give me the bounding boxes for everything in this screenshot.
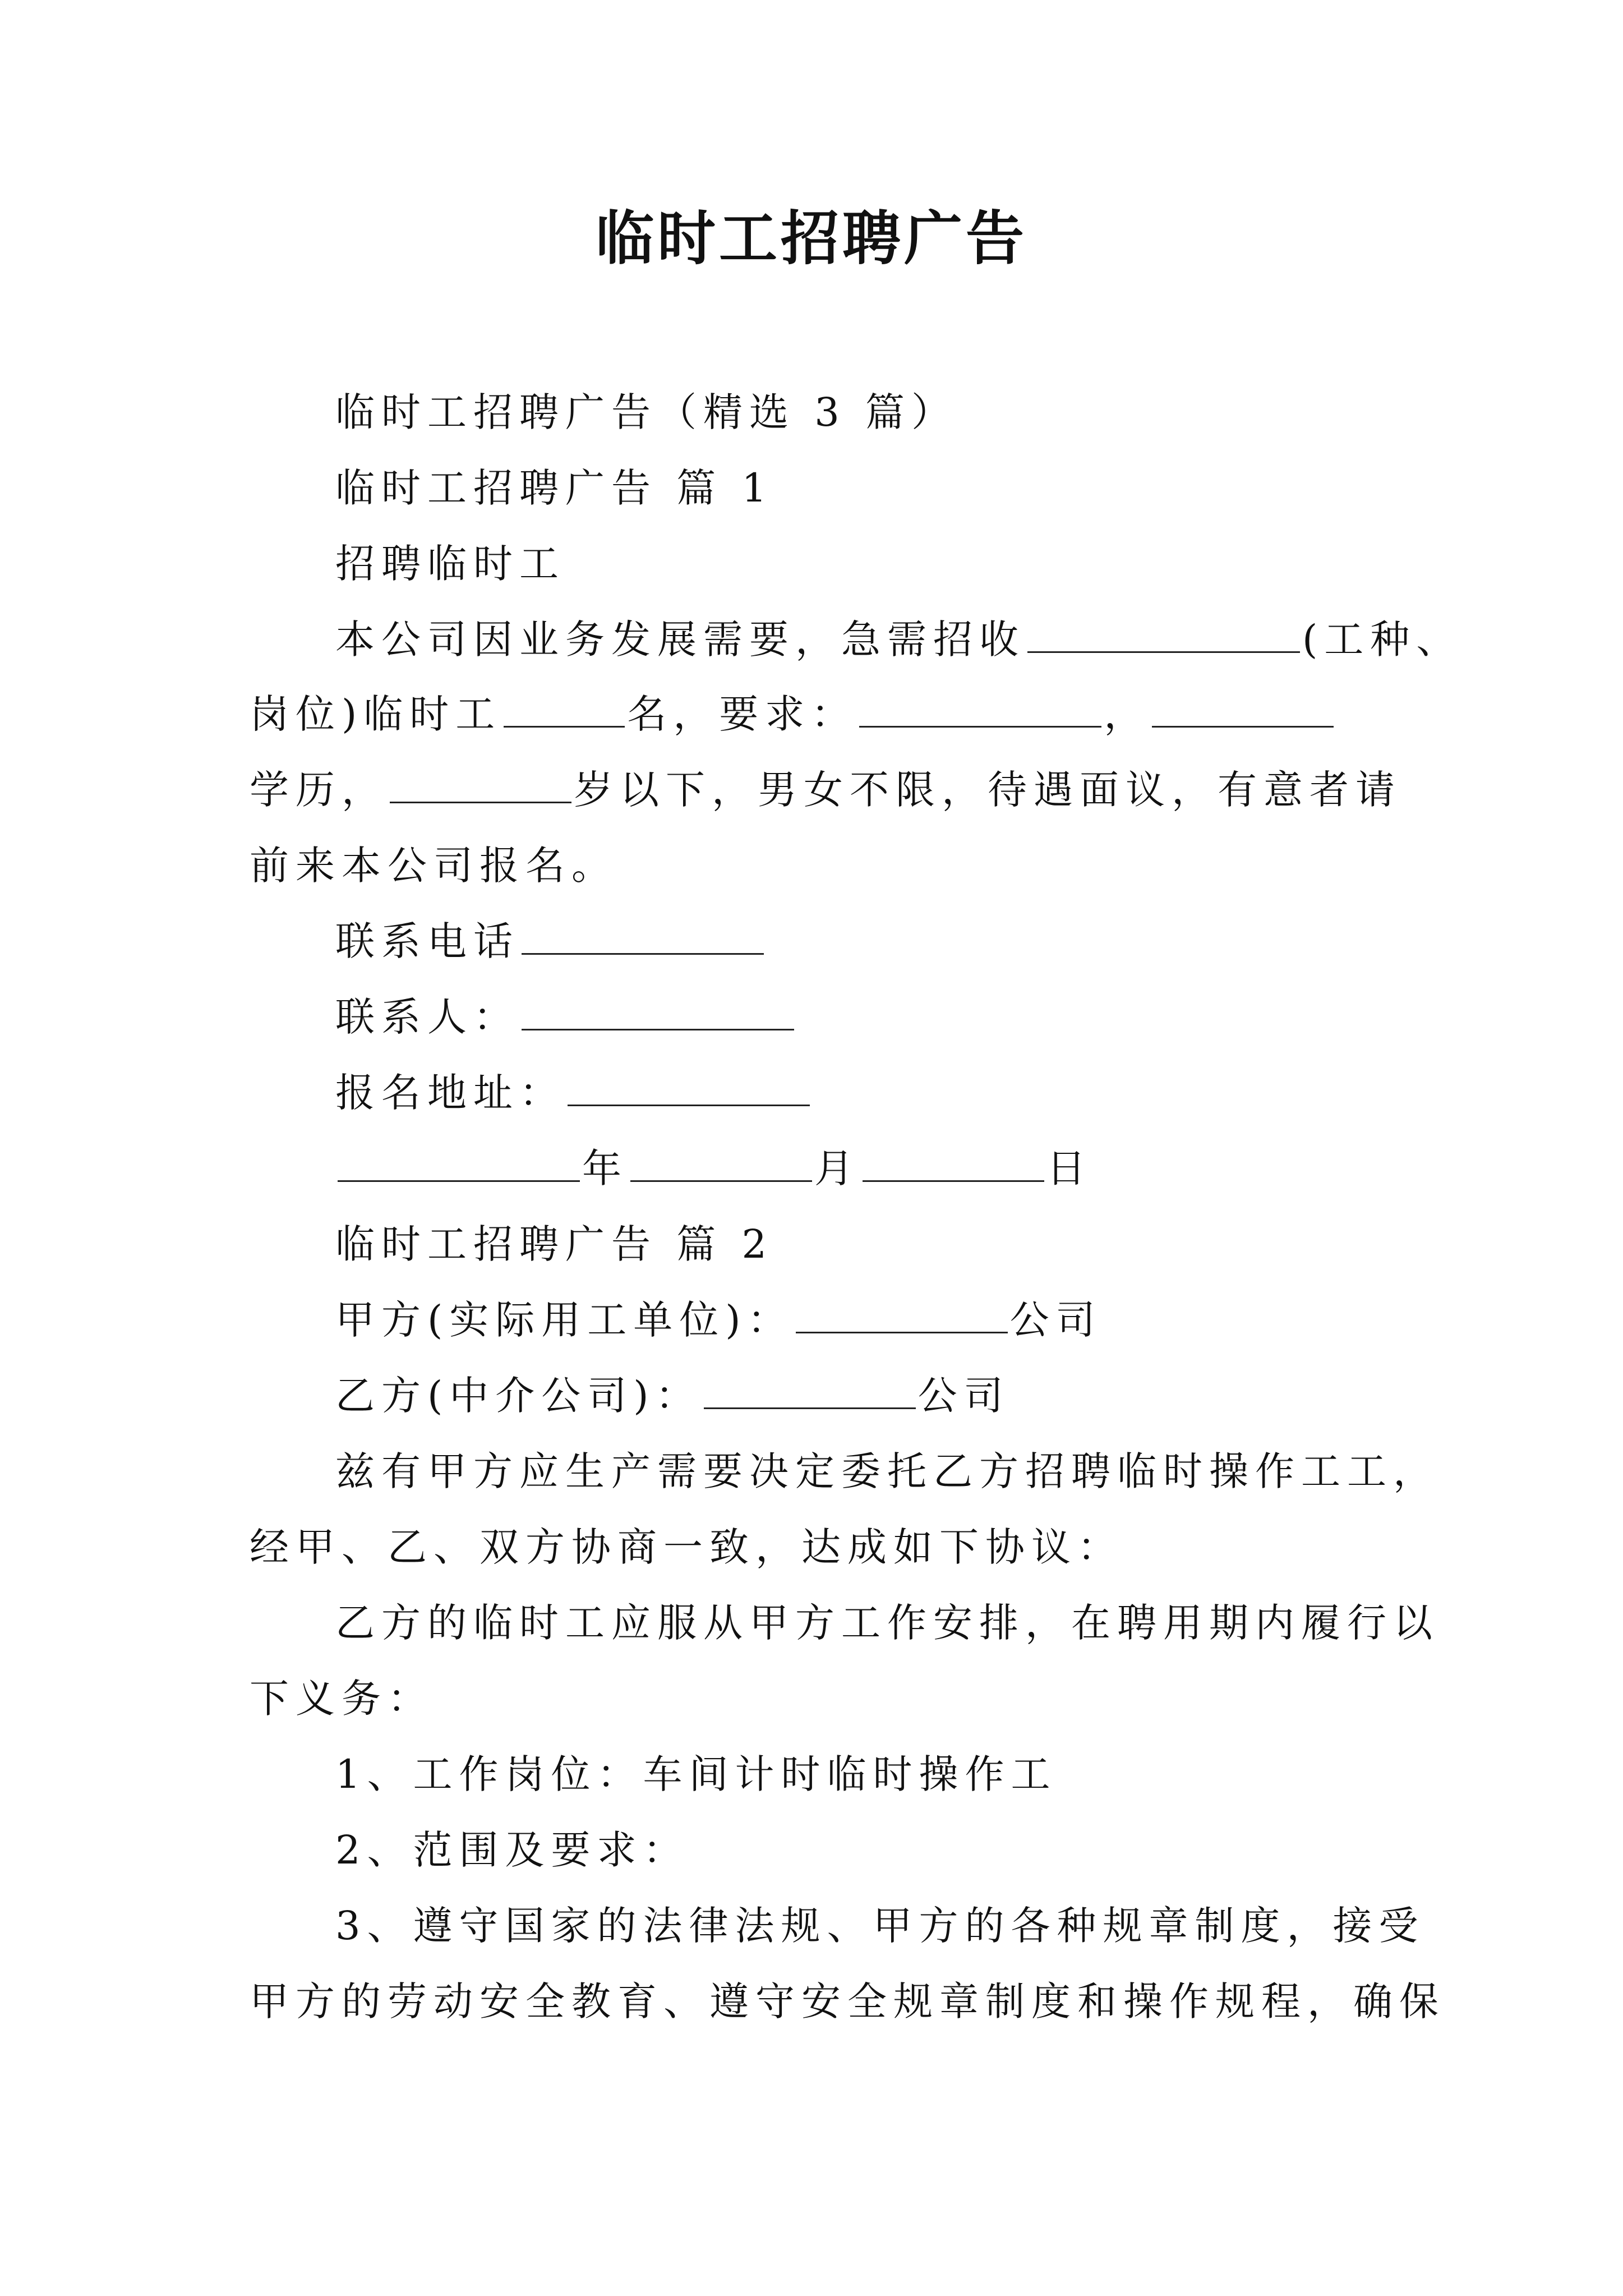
text-segment: 名，要求： (627, 691, 857, 737)
text-segment: 3、遵守国家的法律法规、甲方的各种规章制度，接受 (335, 1903, 1425, 1949)
document-title: 临时工招聘广告 (595, 204, 1027, 273)
text-segment: 经甲、乙、双方协商一致，达成如下协议： (250, 1524, 1123, 1570)
text-segment: 临时工招聘广告 篇 1 (335, 465, 774, 511)
text-segment: 年 (582, 1145, 628, 1191)
text-line (335, 536, 1479, 592)
text-line (335, 1292, 1479, 1348)
text-line (250, 1519, 1394, 1575)
text-segment: 1、工作岗位：车间计时临时操作工 (335, 1751, 1057, 1797)
text-segment: 岁以下，男女不限，待遇面议，有意者请 (574, 767, 1401, 813)
text-line (335, 1443, 1479, 1499)
text-line (335, 460, 1479, 516)
text-line (335, 1595, 1479, 1651)
text-line (335, 913, 1479, 969)
text-segment: 招聘临时工 (335, 541, 565, 587)
text-segment: 联系人： (335, 994, 519, 1040)
text-segment: 公司 (1009, 1297, 1102, 1343)
text-line (335, 611, 1479, 668)
text-segment: 公司 (917, 1373, 1010, 1419)
text-line (335, 1368, 1479, 1424)
text-segment: 月 (814, 1145, 860, 1191)
fill-in-blank (630, 1143, 812, 1182)
text-line (335, 1140, 1479, 1197)
fill-in-blank (522, 992, 794, 1030)
text-segment: 乙方(中介公司)： (335, 1373, 702, 1419)
text-line (250, 1671, 1394, 1727)
text-segment: 报名地址： (335, 1070, 565, 1116)
text-segment: 兹有甲方应生产需要决定委托乙方招聘临时操作工工， (335, 1448, 1439, 1494)
text-line (250, 762, 1401, 818)
fill-in-blank (522, 916, 764, 955)
text-segment: 日 (1046, 1145, 1092, 1191)
fill-in-blank (504, 689, 625, 728)
text-segment: 岗位)临时工 (250, 691, 502, 737)
text-segment: 前来本公司报名。 (250, 843, 617, 889)
text-segment: (工种、 (1302, 616, 1463, 662)
fill-in-blank (704, 1370, 916, 1409)
text-segment: 临时工招聘广告 篇 2 (335, 1221, 774, 1267)
fill-in-blank (338, 1143, 580, 1182)
fill-in-blank (796, 1295, 1008, 1333)
text-segment: 临时工招聘广告（精选 3 篇） (335, 389, 958, 435)
text-segment: 联系电话 (335, 918, 519, 964)
text-segment: 下义务： (250, 1676, 434, 1722)
text-line (250, 1973, 1445, 2030)
text-segment: 2、范围及要求： (335, 1827, 689, 1873)
fill-in-blank (859, 689, 1101, 728)
fill-in-blank (390, 765, 571, 803)
text-line (335, 1065, 1479, 1121)
text-line (335, 989, 1479, 1045)
text-line (250, 686, 1394, 742)
text-line (335, 384, 1479, 440)
fill-in-blank (1152, 689, 1334, 728)
text-segment: 本公司因业务发展需要，急需招收 (335, 616, 1025, 662)
text-line (335, 1822, 1479, 1878)
text-line (335, 1216, 1479, 1272)
text-segment: ， (1104, 691, 1150, 737)
text-line (250, 838, 1394, 894)
text-line (335, 1898, 1479, 1954)
text-segment: 乙方的临时工应服从甲方工作安排，在聘用期内履行以 (335, 1600, 1439, 1646)
text-line (335, 1746, 1479, 1802)
fill-in-blank (568, 1068, 810, 1106)
fill-in-blank (1027, 614, 1300, 653)
fill-in-blank (863, 1143, 1044, 1182)
text-segment: 学历， (250, 767, 388, 813)
text-segment: 甲方(实际用工单位)： (335, 1297, 794, 1343)
text-segment: 甲方的劳动安全教育、遵守安全规章制度和操作规程，确保 (250, 1978, 1445, 2024)
